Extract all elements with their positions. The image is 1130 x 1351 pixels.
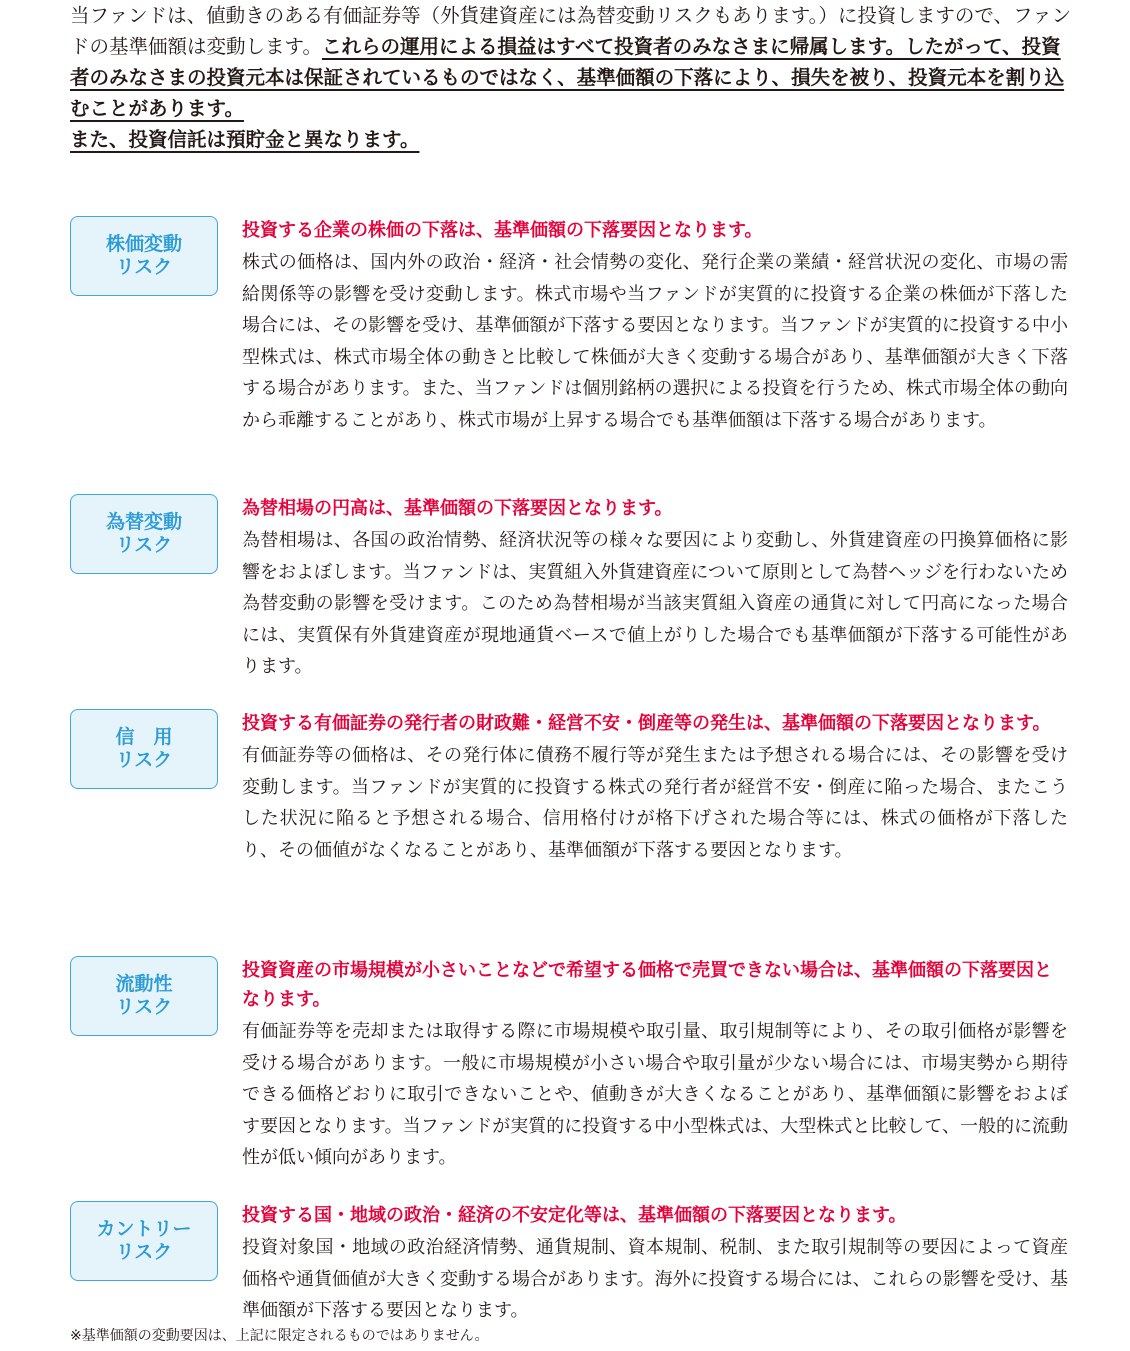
- risk-body: [242, 216, 1068, 437]
- risk-body: [242, 1201, 1068, 1327]
- intro-emphasis-text: これらの運用による損益はすべて投資者のみなさまに帰属します。したがって、投資者のみなさまの投資元本は保証されているものではなく、基準価額の下落により、損失を被り、投資元本を割り込むことがあります。: [70, 35, 1065, 120]
- risk-label-credit: [70, 709, 218, 789]
- risk-headline: 投資する国・地域の政治・経済の不安定化等は、基準価額の下落要因となります。: [242, 1205, 907, 1226]
- intro-deposit-note: また、投資信託は預貯金と異なります。: [70, 128, 420, 151]
- intro-paragraph: [70, 0, 1080, 155]
- risk-headline: 為替相場の円高は、基準価額の下落要因となります。: [242, 498, 673, 519]
- risk-description: 有価証券等を売却または取得する際に市場規模や取引量、取引規制等により、その取引価格が影響を受ける場合があります。一般に市場規模が小さい場合や取引量が少ない場合には、市場実勢から期待できる価格どおりに取引できないことや、値動きが大きくなることがあり、基準価額に影響をおよぼす要因となります。当ファンドが実質的に投資する中小型株式は、大型株式と比較して、一般的に流動性が低い傾向があります。: [242, 1021, 1068, 1169]
- risk-label-line1: 信 用: [115, 726, 173, 748]
- risk-description: 有価証券等の価格は、その発行体に債務不履行等が発生または予想される場合には、その影響を受け変動します。当ファンドが実質的に投資する株式の発行者が経営不安・倒産に陥った場合、またこうした状況に陥ると予想される場合、信用格付けが格下げされた場合等には、株式の価格が下落したり、その価値がなくなることがあり、基準価額が下落する要因となります。: [242, 745, 1068, 861]
- risk-body: [242, 709, 1068, 866]
- footnote: ※基準価額の変動要因は、上記に限定されるものではありません。: [70, 1328, 489, 1344]
- risk-description: 為替相場は、各国の政治情勢、経済状況等の様々な要因により変動し、外貨建資産の円換算価格に影響をおよぼします。当ファンドは、実質組入外貨建資産について原則として為替ヘッジを行わないため為替変動の影響を受けます。このため為替相場が当該実質組入資産の通貨に対して円高になった場合には、実質保有外貨建資産が現地通貨ベースで値上がりした場合でも基準価額が下落する可能性があります。: [242, 530, 1068, 678]
- risk-headline: 投資する企業の株価の下落は、基準価額の下落要因となります。: [242, 220, 763, 241]
- risk-label-line1: 為替変動: [105, 511, 182, 533]
- risk-body: [242, 956, 1068, 1174]
- risk-body: [242, 494, 1068, 683]
- risk-headline: 投資資産の市場規模が小さいことなどで希望する価格で売買できない場合は、基準価額の下落要因となります。: [242, 960, 1052, 1010]
- risk-label-line2: リスク: [115, 1241, 173, 1263]
- risk-description: 投資対象国・地域の政治経済情勢、通貨規制、資本規制、税制、また取引規制等の要因によって資産価格や通貨価値が大きく変動する場合があります。海外に投資する場合には、これらの影響を受け、基準価額が下落する要因となります。: [242, 1237, 1068, 1322]
- risk-label-currency: [70, 494, 218, 574]
- risk-label-country: [70, 1201, 218, 1281]
- risk-label-line1: 流動性: [115, 973, 173, 995]
- risk-label-stock-price: [70, 216, 218, 296]
- risk-label-line2: リスク: [115, 996, 173, 1018]
- risk-headline: 投資する有価証券の発行者の財政難・経営不安・倒産等の発生は、基準価額の下落要因となります。: [242, 713, 1051, 734]
- risk-description: 株式の価格は、国内外の政治・経済・社会情勢の変化、発行企業の業績・経営状況の変化、市場の需給関係等の影響を受け変動します。株式市場や当ファンドが実質的に投資する企業の株価が下落した場合には、その影響を受け、基準価額が下落する要因となります。当ファンドが実質的に投資する中小型株式は、株式市場全体の動きと比較して株価が大きく変動する場合があり、基準価額が大きく下落する場合があります。また、当ファンドは個別銘柄の選択による投資を行うため、株式市場全体の動向から乖離することがあり、株式市場が上昇する場合でも基準価額は下落する場合があります。: [242, 252, 1068, 431]
- risk-label-liquidity: [70, 956, 218, 1036]
- risk-label-line2: リスク: [115, 256, 173, 278]
- risk-label-line2: リスク: [115, 749, 173, 771]
- risk-label-line1: カントリー: [96, 1218, 192, 1240]
- risk-label-line1: 株価変動: [105, 233, 182, 255]
- risk-label-line2: リスク: [115, 534, 173, 556]
- intro-plain-text: 当ファンドは、値動きのある有価証券等（外貨建資産には為替変動リスクもあります。）に投資しますので、ファンドの基準価額は変動します。: [70, 4, 1072, 58]
